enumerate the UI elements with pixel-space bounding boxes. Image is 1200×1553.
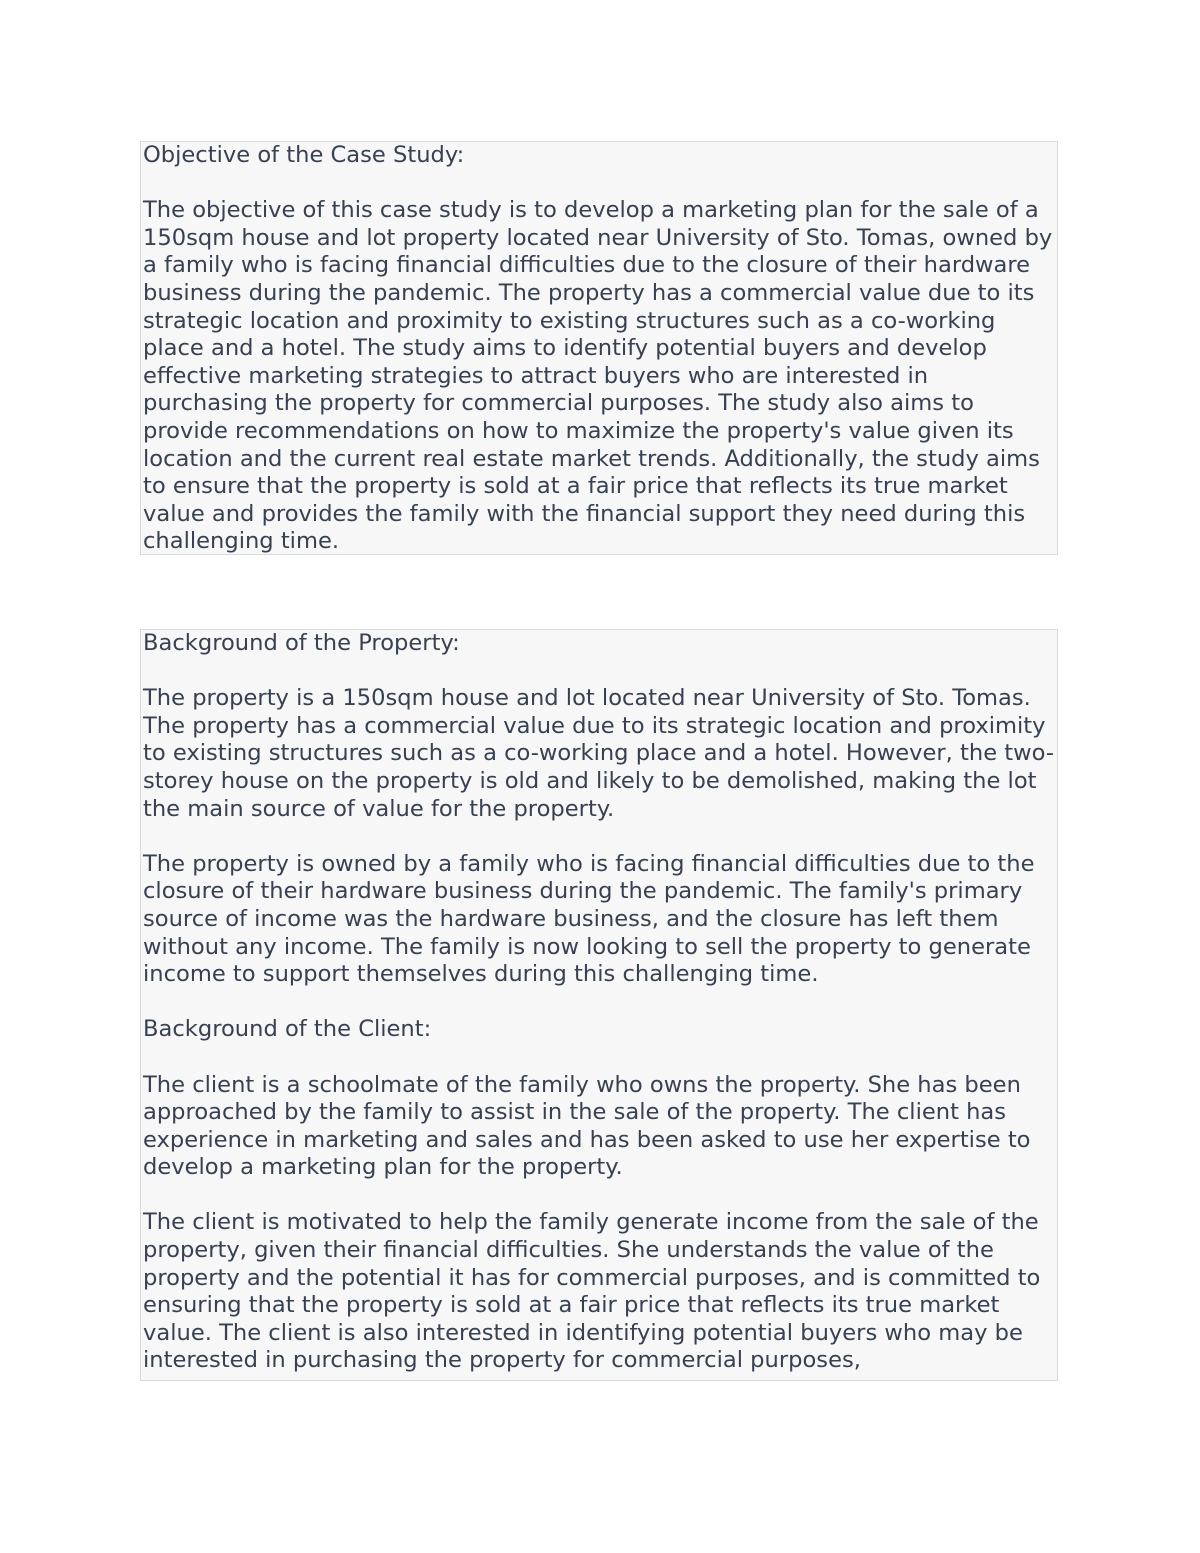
client-paragraph-1: The client is a schoolmate of the family who owns the property. She has been approached by the family to assist in the sale of the property. The client has experience in marketing and sales and has been asked to use her expertise to develop a marketing plan for the property.: [143, 1071, 1031, 1181]
background-section: [140, 629, 1058, 1381]
property-heading: Background of the Property:: [143, 630, 460, 656]
client-heading: Background of the Client:: [143, 1016, 432, 1043]
objective-section: [140, 141, 1058, 555]
property-paragraph-1: The property is a 150sqm house and lot located near University of Sto. Tomas. The property has a commercial value due to its strategic location and proximity to existing structures such as a co-working place and a hotel. However, the two-storey house on the property is old and likely to be demolished, making the lot the main source of value for the property.: [143, 685, 1055, 822]
objective-paragraph-1: The objective of this case study is to develop a marketing plan for the sale of a 150sqm house and lot property located near University of Sto. Tomas, owned by a family who is facing financial difficulties due to the closure of their hardware business during the pandemic. The property has a commercial value due to its strategic location and proximity to existing structures such as a co-working place and a hotel. The study aims to identify potential buyers and develop effective marketing strategies to attract buyers who are interested in purchasing the property for commercial purposes. The study also aims to provide recommendations on how to maximize the property's value given its location and the current real estate market trends. Additionally, the study aims to ensure that the property is sold at a fair price that reflects its true market value and provides the family with the financial support they need during this challenging time.: [143, 197, 1053, 555]
client-paragraph-2: The client is motivated to help the family generate income from the sale of the property, given their financial difficulties. She understands the value of the property and the potential it has for commercial purposes, and is committed to ensuring that the property is sold at a fair price that reflects its true market value. The client is also interested in identifying potential buyers who may be interested in purchasing the property for commercial purposes,: [143, 1209, 1041, 1374]
property-paragraph-2: The property is owned by a family who is facing financial difficulties due to the closure of their hardware business during the pandemic. The family's primary source of income was the hardware business, and the closure has left them without any income. The family is now looking to sell the property to generate income to support themselves during this challenging time.: [143, 850, 1035, 988]
objective-heading: Objective of the Case Study:: [143, 142, 465, 168]
